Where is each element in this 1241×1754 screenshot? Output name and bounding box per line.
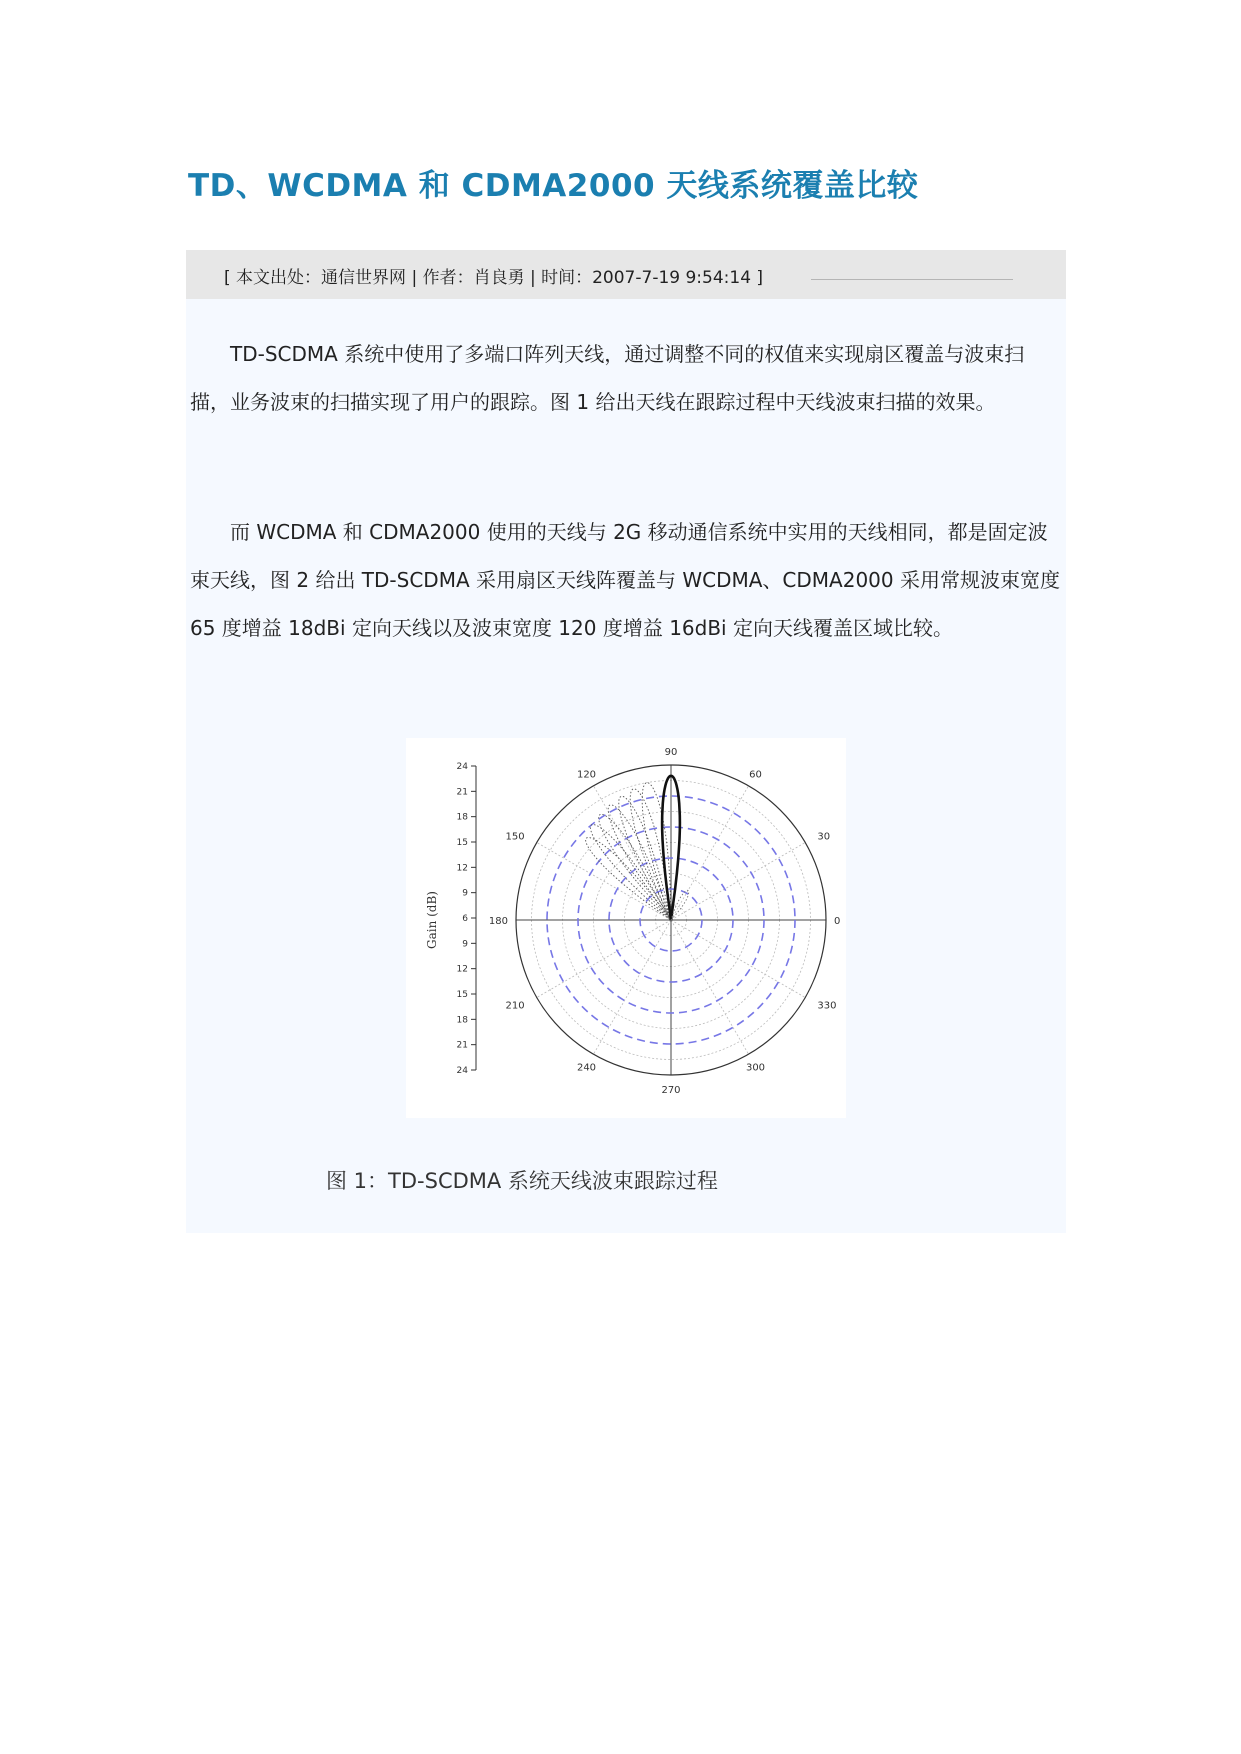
- grid-spoke: [671, 786, 749, 920]
- gain-axis: [425, 762, 476, 1076]
- axis-tick-label: 6: [462, 914, 468, 924]
- scan-beam: [630, 789, 671, 920]
- paragraph-1: TD-SCDMA 系统中使用了多端口阵列天线，通过调整不同的权值来实现扇区覆盖与波束扫描，业务波束的扫描实现了用户的跟踪。图 1 给出天线在跟踪过程中天线波束扫描的效果。: [190, 342, 1025, 414]
- angle-label: 90: [664, 747, 678, 758]
- angle-label: 120: [576, 769, 597, 781]
- angle-label: 150: [505, 831, 525, 843]
- article-meta-bar: [186, 250, 1066, 299]
- grid-spoke: [671, 920, 749, 1054]
- page-title: TD、WCDMA 和 CDMA2000 天线系统覆盖比较: [188, 168, 919, 204]
- grid-spoke: [671, 920, 805, 998]
- angle-label: 0: [834, 916, 841, 927]
- axis-tick-label: 15: [456, 990, 468, 1000]
- axis-tick-label: 18: [456, 1015, 468, 1026]
- angle-label: 60: [749, 769, 762, 781]
- angle-label: 270: [661, 1085, 681, 1096]
- angle-label: 330: [817, 1000, 837, 1012]
- scan-beam: [586, 838, 671, 921]
- article-body: [186, 250, 1066, 1233]
- figure-caption: 图 1：TD-SCDMA 系统天线波束跟踪过程: [326, 1169, 718, 1193]
- scan-beam: [642, 783, 671, 920]
- figure-1: [406, 738, 846, 1118]
- grid-spoke: [594, 920, 672, 1054]
- axis-tick-label: 18: [456, 812, 468, 823]
- meta-divider: [811, 279, 1013, 280]
- angle-label: 180: [488, 916, 508, 927]
- axis-tick-label: 9: [462, 888, 468, 899]
- paragraph-2: 而 WCDMA 和 CDMA2000 使用的天线与 2G 移动通信系统中实用的天线相同，都是固定波束天线，图 2 给出 TD-SCDMA 采用扇区天线阵覆盖与 WCDMA、CDMA2000 采用常规波束宽度 65 度增益 18dBi 定向天线以及波束宽度 120 度增益 16dBi 定向天线覆盖区域比较。: [190, 520, 1060, 640]
- axis-tick-label: 9: [462, 939, 468, 950]
- axis-tick-label: 21: [456, 1040, 468, 1051]
- grid-spoke: [537, 843, 671, 921]
- grid-spoke: [537, 920, 671, 998]
- angle-label: 300: [745, 1062, 766, 1074]
- axis-tick-label: 12: [456, 863, 468, 874]
- angle-label: 210: [505, 1000, 525, 1012]
- axis-label: Gain (dB): [425, 891, 439, 949]
- axis-tick-label: 21: [456, 787, 468, 798]
- article-meta: [ 本文出处：通信世界网 | 作者：肖良勇 | 时间：2007-7-19 9:54:14 ]: [224, 268, 764, 288]
- angle-label: 30: [817, 831, 831, 843]
- axis-tick-label: 12: [456, 964, 468, 975]
- axis-tick-label: 15: [456, 838, 468, 848]
- grid-spoke: [671, 843, 805, 921]
- angle-label: 240: [576, 1062, 597, 1074]
- axis-tick-label: 24: [456, 1066, 468, 1076]
- axis-tick-label: 24: [456, 762, 468, 772]
- polar-chart: [406, 738, 846, 1118]
